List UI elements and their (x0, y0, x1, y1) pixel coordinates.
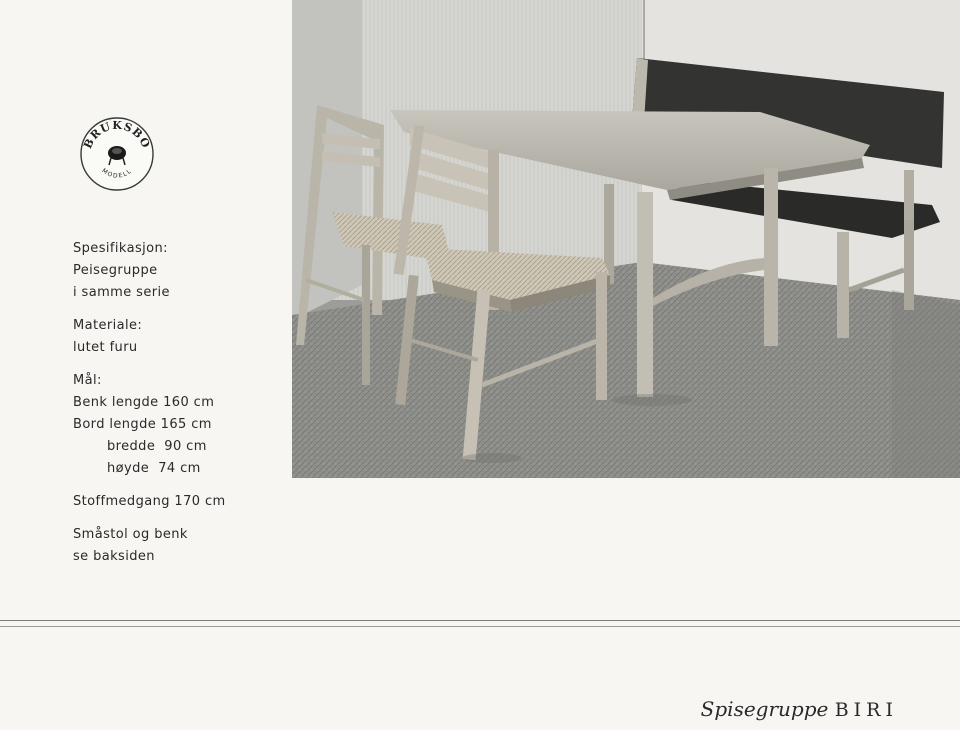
bruksbo-logo (78, 115, 156, 193)
spec-note: Småstol og benk (73, 527, 188, 542)
spec-hoyde: høyde 74 cm (107, 461, 201, 476)
specification-block (73, 238, 273, 579)
spec-group-note (73, 524, 273, 568)
divider-line-bottom (0, 626, 960, 627)
spec-group-spesifikasjon (73, 238, 273, 304)
spec-value-materiale: lutet furu (73, 340, 138, 355)
caption (701, 697, 898, 721)
caption-name: BIRI (834, 699, 898, 721)
spec-label-materiale: Materiale: (73, 318, 143, 333)
product-photo (292, 0, 960, 478)
spec-bord: Bord lengde 165 cm (73, 417, 212, 432)
logo-sub: MODELL (100, 167, 134, 180)
spec-stoffmedgang: Stoffmedgang 170 cm (73, 494, 226, 509)
spec-line: i samme serie (73, 285, 170, 300)
spec-line: Peisegruppe (73, 263, 158, 278)
spec-label-maal: Mål: (73, 373, 102, 388)
spec-group-maal (73, 370, 273, 480)
spec-benk: Benk lengde 160 cm (73, 395, 215, 410)
logo-brand: BRUKSBO (81, 118, 153, 151)
spec-label-spesifikasjon: Spesifikasjon: (73, 241, 168, 256)
spec-bredde: bredde 90 cm (107, 439, 207, 454)
caption-prefix: Spisegruppe (700, 697, 829, 721)
spec-note: se baksiden (73, 549, 155, 564)
spec-group-stoff (73, 491, 273, 513)
divider-line-top (0, 620, 960, 621)
spec-group-materiale (73, 315, 273, 359)
